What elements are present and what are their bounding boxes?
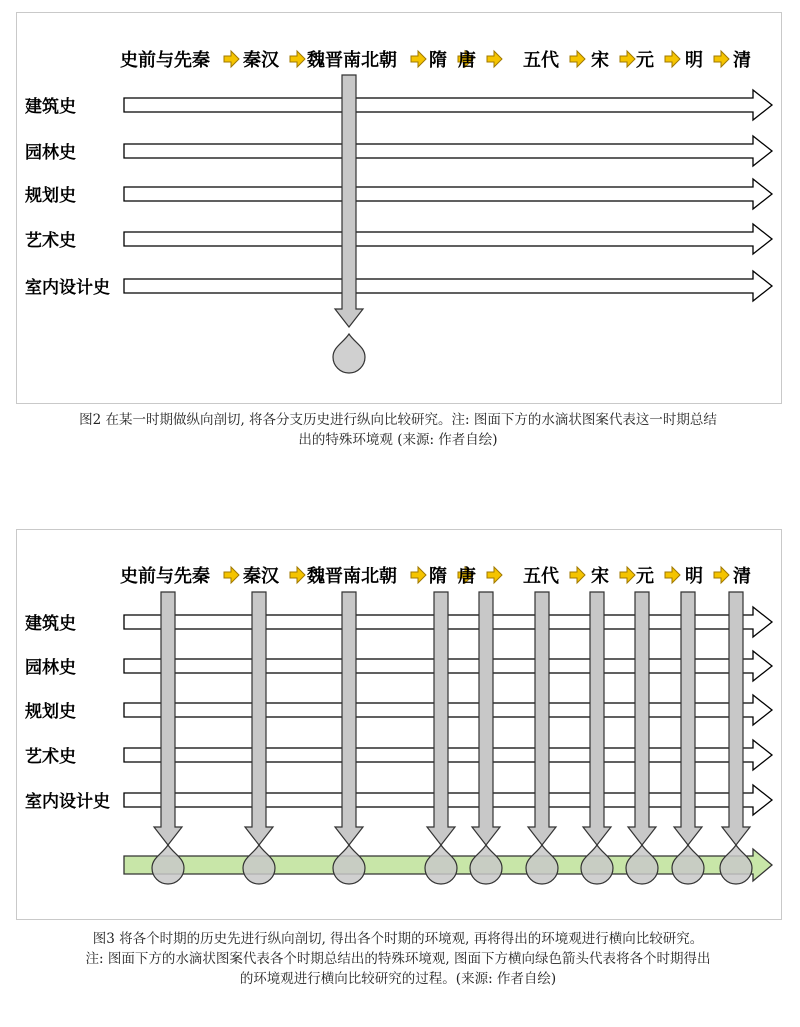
discipline-rows <box>25 607 772 815</box>
period-timeline <box>120 49 751 71</box>
section-cut-arrow <box>581 592 613 884</box>
caption-line: 注: 图面下方的水滴状图案代表各个时期总结出的特殊环境观, 图面下方横向绿色箭头代表将各个时期得出 <box>85 951 711 967</box>
discipline-label: 建筑史 <box>25 614 76 634</box>
figure-3-caption <box>16 929 780 989</box>
period-label: 宋 <box>591 566 609 587</box>
period-label: 元 <box>636 50 654 71</box>
period-label: 明 <box>685 50 703 71</box>
section-cut-arrow <box>243 592 275 884</box>
section-cut-arrow <box>720 592 752 884</box>
period-label: 唐 <box>458 50 476 71</box>
period-arrow-icon <box>411 567 426 583</box>
discipline-arrow <box>124 271 772 301</box>
period-arrow-icon <box>620 51 635 67</box>
figure-3-diagram <box>16 529 782 920</box>
period-label: 唐 <box>458 566 476 587</box>
period-arrow-icon <box>224 567 239 583</box>
droplet-icon <box>243 845 275 884</box>
section-cut-arrow <box>333 592 365 884</box>
period-arrow-icon <box>714 567 729 583</box>
period-arrow-icon <box>487 567 502 583</box>
period-label: 魏晋南北朝 <box>307 566 397 587</box>
period-label: 元 <box>636 566 654 587</box>
period-arrow-icon <box>665 51 680 67</box>
period-label: 清 <box>733 566 751 587</box>
discipline-label: 室内设计史 <box>25 278 110 298</box>
caption-line: 的环境观进行横向比较研究的过程。(来源: 作者自绘) <box>239 971 557 987</box>
discipline-label: 建筑史 <box>25 97 76 117</box>
figure-2-diagram <box>16 12 782 404</box>
discipline-arrow <box>124 136 772 166</box>
period-arrow-icon <box>487 51 502 67</box>
period-arrow-icon <box>570 51 585 67</box>
section-cut-arrow <box>470 592 502 884</box>
period-label: 秦汉 <box>243 566 279 587</box>
caption-line: 图3 将各个时期的历史先进行纵向剖切, 得出各个时期的环境观, 再将得出的环境观进行横向比较研究。 <box>92 931 704 947</box>
period-label: 隋 <box>429 50 447 71</box>
period-label: 五代 <box>523 566 559 587</box>
discipline-label: 艺术史 <box>25 231 76 251</box>
droplet-icon <box>720 845 752 884</box>
discipline-arrow <box>124 90 772 120</box>
section-cut-arrow <box>152 592 184 884</box>
discipline-label: 规划史 <box>25 702 76 722</box>
period-label: 清 <box>733 50 751 71</box>
droplet-icon <box>581 845 613 884</box>
period-label: 隋 <box>429 566 447 587</box>
period-label: 史前与先秦 <box>120 566 210 587</box>
section-cut-arrow <box>672 592 704 884</box>
discipline-label: 园林史 <box>25 143 76 163</box>
period-arrow-icon <box>224 51 239 67</box>
discipline-arrow <box>124 179 772 209</box>
period-arrow-icon <box>411 51 426 67</box>
period-timeline <box>120 565 751 587</box>
discipline-label: 室内设计史 <box>25 792 110 812</box>
droplet-icon <box>672 845 704 884</box>
period-arrow-icon <box>290 567 305 583</box>
discipline-arrow <box>124 224 772 254</box>
section-cut-arrow <box>425 592 457 884</box>
section-cut-arrow <box>333 75 365 373</box>
discipline-label: 园林史 <box>25 658 76 678</box>
droplet-icon <box>470 845 502 884</box>
droplet-icon <box>333 845 365 884</box>
period-label: 魏晋南北朝 <box>307 50 397 71</box>
droplet-icon <box>152 845 184 884</box>
droplet-icon <box>333 334 365 373</box>
period-arrow-icon <box>714 51 729 67</box>
droplet-icon <box>626 845 658 884</box>
figure-2-caption <box>16 410 780 450</box>
period-arrow-icon <box>665 567 680 583</box>
period-label: 史前与先秦 <box>120 50 210 71</box>
period-label: 明 <box>685 566 703 587</box>
discipline-rows <box>25 90 772 301</box>
droplet-icon <box>425 845 457 884</box>
droplet-icon <box>526 845 558 884</box>
caption-line: 出的特殊环境观 (来源: 作者自绘) <box>298 432 498 448</box>
caption-line: 图2 在某一时期做纵向剖切, 将各分支历史进行纵向比较研究。注: 图面下方的水滴状图案代表这一时期总结 <box>79 412 717 428</box>
figure-3-svg <box>17 530 781 919</box>
period-label: 秦汉 <box>243 50 279 71</box>
discipline-label: 艺术史 <box>25 747 76 767</box>
discipline-label: 规划史 <box>25 186 76 206</box>
period-arrow-icon <box>570 567 585 583</box>
figure-2-svg <box>17 13 781 403</box>
period-label: 宋 <box>591 50 609 71</box>
section-cut-arrow <box>526 592 558 884</box>
section-cut-arrow <box>626 592 658 884</box>
period-arrow-icon <box>620 567 635 583</box>
period-arrow-icon <box>290 51 305 67</box>
period-label: 五代 <box>523 50 559 71</box>
